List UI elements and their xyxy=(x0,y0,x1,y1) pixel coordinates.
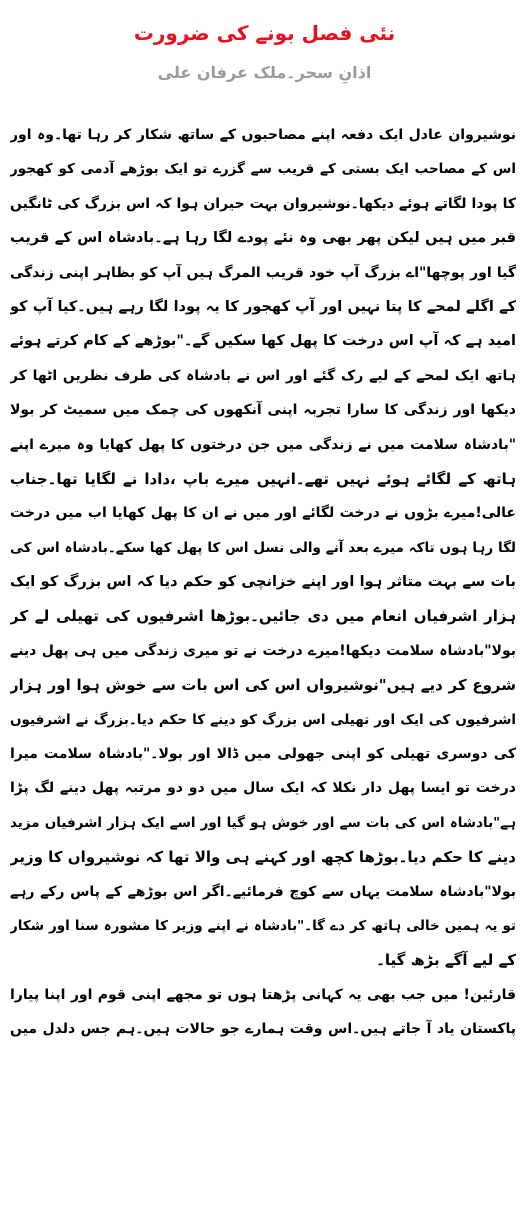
body-line: دینے کا حکم دیا۔بوڑھا کچھ اور کہنے ہی والا تھا کہ نوشیرواں کا وزیر xyxy=(10,848,516,867)
body-line: عالی!میرے بڑوں نے درخت لگائے اور میں نے ان کا پھل کھایا اب میں درخت xyxy=(10,505,516,522)
body-line: بات سے بہت متاثر ہوا اور اپنے خزانچی کو حکم دیا کہ اس بزرگ کو ایک xyxy=(10,574,516,591)
body-line: قبر میں ہیں لیکن پھر بھی وہ نئے پودے لگا رہا ہے۔بادشاہ اس کے قریب xyxy=(10,230,516,247)
body-line: کے اگلے لمحے کا پتا نہیں اور آپ کھجور کا یہ پودا لگا رہے ہیں۔کیا آپ کو xyxy=(10,298,516,315)
body-line: امید ہے کہ آپ اس درخت کا پھل کھا سکیں گے۔"بوڑھے کے کام کرتے ہوئے xyxy=(10,333,516,350)
body-line: ہزار اشرفیاں انعام میں دی جائیں۔بوڑھا اشرفیوں کی تھیلی لے کر xyxy=(10,607,516,626)
body-line: ہاتھ ایک لمحے کے لیے رک گئے اور اس نے بادشاہ کی طرف نظریں اٹھا کر xyxy=(10,367,516,384)
article-title: نئی فصل بونے کی ضرورت xyxy=(133,21,396,45)
body-line: اشرفیوں کی ایک اور تھیلی اس بزرگ کو دینے کا حکم دیا۔بزرگ نے اشرفیوں xyxy=(10,711,516,728)
body-line: شروع کر دیے ہیں"نوشیرواں اس کی اس بات سے خوش ہوا اور ہزار xyxy=(10,676,516,695)
body-line: بولا"بادشاہ سلامت دیکھا!میرے درخت نے تو میری زندگی میں ہی پھل دینے xyxy=(10,642,516,659)
body-line: قارئین! میں جب بھی یہ کہانی پڑھتا ہوں تو مجھے اپنی قوم اور اپنا پیارا xyxy=(10,986,516,1003)
body-line: "بادشاہ سلامت میں نے زندگی میں جن درختوں کا پھل کھایا وہ میرے اپنے xyxy=(10,436,516,453)
body-line: لگا رہا ہوں تاکہ میرے بعد آنے والی نسل اس کا پھل کھا سکے۔بادشاہ اس کی xyxy=(10,539,516,556)
body-line: کا پودا لگاتے ہوئے دیکھا۔نوشیروان بہت حیران ہوا کہ اس بزرگ کی ٹانگیں xyxy=(10,195,516,212)
article-body xyxy=(10,118,516,1047)
body-line: بولا"بادشاہ سلامت یہاں سے کوچ فرمائیے۔اگر اس بوڑھے کے پاس رکے رہے xyxy=(10,883,516,900)
body-line: کی دوسری تھیلی کو اپنی جھولی میں ڈالا اور بولا۔"بادشاہ سلامت میرا xyxy=(10,746,516,763)
body-line: تو یہ ہمیں خالی ہاتھ کر دے گا۔"بادشاہ نے اپنے وزیر کا مشورہ سنا اور شکار xyxy=(10,917,516,934)
body-line: پاکستان یاد آ جاتے ہیں۔اس وقت ہمارے جو حالات ہیں۔ہم جس دلدل میں xyxy=(10,1021,516,1038)
body-line: ہے"بادشاہ اس کی بات سے اور خوش ہو گیا اور اسے ایک ہزار اشرفیاں مزید xyxy=(10,814,516,831)
body-line: درخت تو ایسا پھل دار نکلا کہ ایک سال میں دو دو مرتبہ پھل دینے لگ پڑا xyxy=(10,780,516,797)
article-byline: اذانِ سحر۔ملک عرفان علی xyxy=(157,63,372,82)
body-line: دیکھا اور زندگی کا سارا تجربہ اپنی آنکھوں کی چمک میں سمیٹ کر بولا xyxy=(10,402,516,419)
body-line: کے لیے آگے بڑھ گیا۔ xyxy=(376,951,516,970)
body-line: نوشیروان عادل ایک دفعہ اپنے مصاحبوں کے ساتھ شکار کر رہا تھا۔وہ اور xyxy=(10,127,516,143)
body-line: گیا اور پوچھا"اے بزرگ آپ خود قریب المرگ ہیں آپ کو بظاہر اپنی زندگی xyxy=(10,264,516,281)
body-line: ہاتھ کے لگائے ہوئے نہیں تھے۔انہیں میرے باپ ،دادا نے لگایا تھا۔جناب xyxy=(10,469,516,488)
body-line: اس کے مصاحب ایک بستی کے قریب سے گزرے تو ایک بوڑھے آدمی کو کھجور xyxy=(10,161,516,178)
